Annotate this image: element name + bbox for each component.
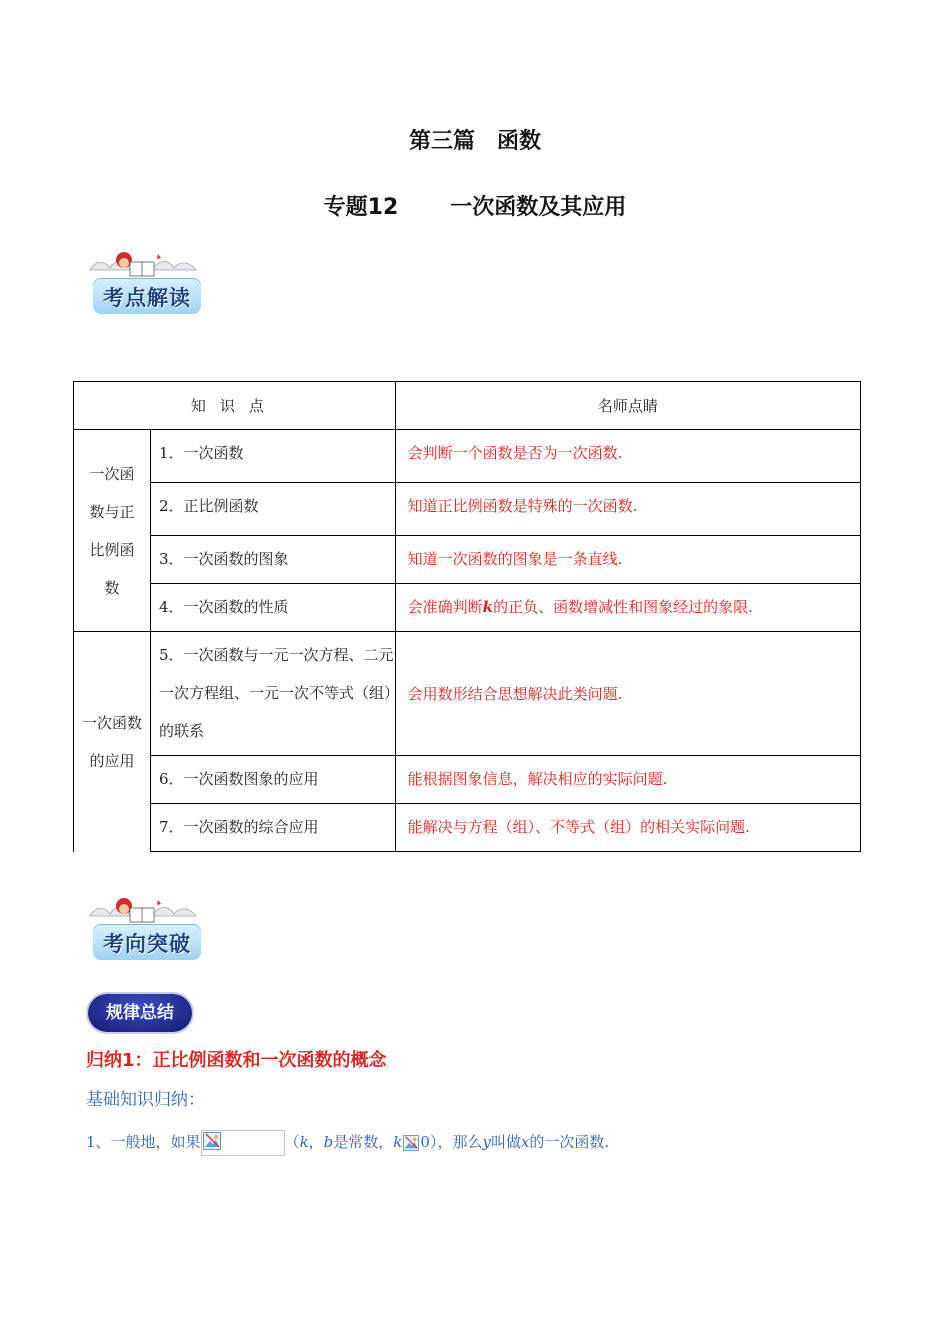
knowledge-table: [73, 381, 861, 852]
category-cell: 一次函数的应用: [74, 632, 151, 852]
table-row: 7．一次函数的综合应用 能解决与方程（组）、不等式（组）的相关实际问题.: [74, 804, 861, 852]
section-heading: 归纳1：正比例函数和一次函数的概念: [86, 1050, 387, 1071]
analysis-banner: [86, 248, 204, 318]
category-cell: 一次函数与正比例函数: [74, 430, 151, 632]
summary-badge: 规律总结: [88, 994, 192, 1032]
table-row: 2．正比例函数 知道正比例函数是特殊的一次函数.: [74, 483, 861, 536]
section-subheading: 基础知识归纳：: [86, 1090, 205, 1110]
topic-name: 一次函数及其应用: [450, 195, 627, 220]
definition-line: 1、一般地，如果 （k，b是常数，k 0），那么y叫做x的一次函数.: [86, 1130, 609, 1156]
topic-title: [0, 190, 950, 221]
table-header-tips: 名师点睛: [395, 382, 860, 430]
formula-image-placeholder: [201, 1130, 285, 1156]
table-row: 6．一次函数图象的应用 能根据图象信息，解决相应的实际问题.: [74, 756, 861, 804]
broken-image-icon: [403, 1135, 419, 1151]
table-row: 一次函数的应用 5．一次函数与一元一次方程、二元一次方程组、一元一次不等式（组）的联系 会用数形结合思想解决此类问题.: [74, 632, 861, 756]
table-row: 3．一次函数的图象 知道一次函数的图象是一条直线.: [74, 536, 861, 584]
broken-image-icon: [203, 1132, 221, 1150]
table-row: 一次函数与正比例函数 1．一次函数 会判断一个函数是否为一次函数.: [74, 430, 861, 483]
symbol-image-placeholder: [402, 1134, 420, 1152]
topic-number: 专题12: [323, 195, 399, 220]
part-title: 第三篇 函数: [408, 129, 541, 154]
table-row: 4．一次函数的性质 会准确判断k的正负、函数增减性和图象经过的象限.: [74, 584, 861, 632]
table-header-knowledge: 知识点: [74, 382, 396, 430]
cartoon-reader-icon: [86, 894, 204, 928]
analysis-banner-label: 考点解读: [103, 285, 191, 310]
breakthrough-banner: [86, 894, 204, 964]
breakthrough-banner-label: 考向突破: [103, 931, 191, 956]
cartoon-reader-icon: [86, 248, 204, 282]
